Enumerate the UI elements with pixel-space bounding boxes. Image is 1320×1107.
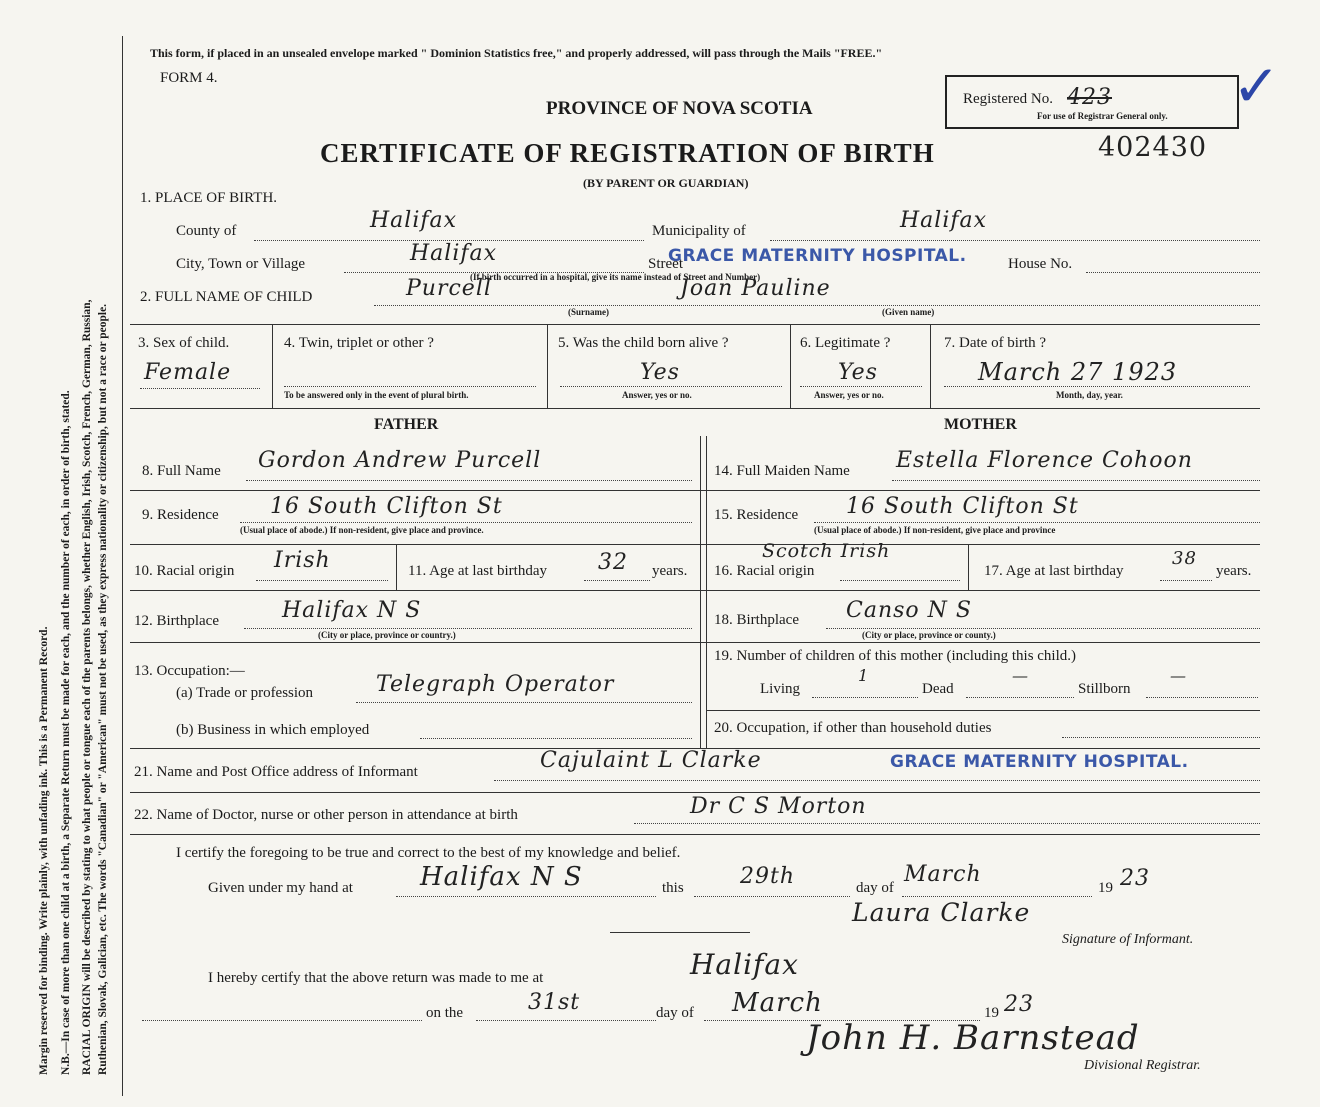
house-no-label: House No. bbox=[1008, 256, 1073, 272]
mother-occupation-label: 20. Occupation, if other than household duties bbox=[714, 720, 992, 736]
stillborn-label: Stillborn bbox=[1078, 681, 1131, 697]
father-name-label: 8. Full Name bbox=[142, 463, 221, 479]
living-value: 1 bbox=[858, 666, 870, 685]
dead-value: — bbox=[1012, 666, 1029, 685]
child-surname: Purcell bbox=[406, 276, 492, 301]
mother-name-label: 14. Full Maiden Name bbox=[714, 463, 850, 479]
municipality-value: Halifax bbox=[900, 208, 988, 233]
mother-age-value: 38 bbox=[1172, 548, 1197, 569]
twin-label: 4. Twin, triplet or other ? bbox=[284, 335, 434, 351]
mother-heading: MOTHER bbox=[944, 416, 1017, 433]
twin-note: To be answered only in the event of plural birth. bbox=[284, 390, 469, 400]
alive-value: Yes bbox=[640, 360, 680, 385]
registrar-general-box bbox=[945, 75, 1239, 129]
reg-no-value: 423 bbox=[1067, 85, 1112, 110]
child-name-label: 2. FULL NAME OF CHILD bbox=[140, 289, 313, 305]
father-residence-label: 9. Residence bbox=[142, 507, 219, 523]
certificate-subtitle: (BY PARENT OR GUARDIAN) bbox=[583, 176, 749, 190]
father-age-years: years. bbox=[652, 563, 688, 579]
given-place-value: Halifax N S bbox=[420, 862, 583, 892]
alive-label: 5. Was the child born alive ? bbox=[558, 335, 729, 351]
mother-age-label: 17. Age at last birthday bbox=[984, 563, 1124, 579]
mother-residence-note: (Usual place of abode.) If non-resident, give place and province bbox=[814, 525, 1056, 535]
doctor-label: 22. Name of Doctor, nurse or other person in attendance at birth bbox=[134, 807, 518, 823]
informant-signature-label: Signature of Informant. bbox=[1062, 932, 1194, 947]
margin-note: Margin reserved for binding. Write plainly, with unfading ink. This is a Permanent Record. bbox=[38, 626, 50, 1075]
given-year-prefix: 19 bbox=[1098, 880, 1113, 896]
racial-note-1: RACIAL ORIGIN will be described by stating to what people or tongue each of the parents belongs, whether English, Irish, Scotch, French, German, Russian, bbox=[81, 299, 93, 1075]
father-heading: FATHER bbox=[374, 416, 439, 433]
given-note: (Given name) bbox=[882, 307, 935, 317]
dead-label: Dead bbox=[922, 681, 954, 697]
mother-birthplace-note: (City or place, province or county.) bbox=[862, 630, 996, 640]
dob-value: March 27 1923 bbox=[978, 358, 1178, 386]
business-label: (b) Business in which employed bbox=[176, 722, 370, 738]
children-count-label: 19. Number of children of this mother (including this child.) bbox=[714, 648, 1077, 664]
dob-note: Month, day, year. bbox=[1056, 390, 1123, 400]
given-day-of-label: day of bbox=[856, 880, 894, 896]
surname-note: (Surname) bbox=[568, 307, 609, 317]
dob-label: 7. Date of birth ? bbox=[944, 335, 1047, 351]
father-residence-value: 16 South Clifton St bbox=[270, 494, 503, 519]
registrar-signature: John H. Barnstead bbox=[806, 1018, 1140, 1058]
living-label: Living bbox=[760, 681, 800, 697]
alive-note: Answer, yes or no. bbox=[622, 390, 692, 400]
registrar-day-of-label: day of bbox=[656, 1005, 694, 1021]
on-the-label: on the bbox=[426, 1005, 464, 1021]
trade-value: Telegraph Operator bbox=[376, 672, 615, 697]
given-under-label: Given under my hand at bbox=[208, 880, 353, 896]
sex-value: Female bbox=[144, 360, 232, 385]
mother-residence-label: 15. Residence bbox=[714, 507, 799, 523]
informant-value: Cajulaint L Clarke bbox=[540, 748, 762, 773]
check-mark: ✓ bbox=[1232, 52, 1281, 120]
city-value: Halifax bbox=[410, 241, 498, 266]
legitimate-note: Answer, yes or no. bbox=[814, 390, 884, 400]
mother-racial-label: 16. Racial origin bbox=[714, 563, 815, 579]
reg-no-label: Registered No. bbox=[963, 91, 1053, 107]
child-given-name: Joan Pauline bbox=[680, 276, 831, 301]
registrar-place-value: Halifax bbox=[690, 948, 799, 981]
father-age-value: 32 bbox=[598, 550, 628, 575]
father-residence-note: (Usual place of abode.) If non-resident, give place and province. bbox=[240, 525, 484, 535]
informant-stamp: GRACE MATERNITY HOSPITAL. bbox=[890, 752, 1189, 772]
racial-note-2: Ruthenian, Slovak, Galician, etc. The words "Canadian" or "American" must not be used, as they express nationality or citizenship, but not a race or people. bbox=[97, 303, 109, 1075]
form-number: FORM 4. bbox=[160, 70, 218, 86]
legitimate-label: 6. Legitimate ? bbox=[800, 335, 891, 351]
mother-name-value: Estella Florence Cohoon bbox=[896, 448, 1193, 473]
father-birthplace-label: 12. Birthplace bbox=[134, 613, 219, 629]
informant-label: 21. Name and Post Office address of Informant bbox=[134, 764, 418, 780]
father-name-value: Gordon Andrew Purcell bbox=[258, 448, 542, 473]
certify-text: I certify the foregoing to be true and correct to the best of my knowledge and belief. bbox=[176, 845, 681, 861]
given-year-value: 23 bbox=[1120, 866, 1150, 891]
county-value: Halifax bbox=[370, 208, 458, 233]
handwritten-number: 402430 bbox=[1098, 132, 1208, 163]
mail-note: This form, if placed in an unsealed envelope marked " Dominion Statistics free," and properly addressed, will pass through the Mails "FREE." bbox=[150, 46, 883, 60]
nb-note: N.B.—In case of more than one child at a birth, a Separate Return must be made for each, and the number of each, in order of birth, stated. bbox=[60, 390, 72, 1075]
informant-signature: Laura Clarke bbox=[852, 898, 1031, 927]
mother-racial-value: Scotch Irish bbox=[762, 540, 891, 562]
mother-birthplace-label: 18. Birthplace bbox=[714, 612, 799, 628]
reg-note: For use of Registrar General only. bbox=[1037, 111, 1168, 121]
place-of-birth-label: 1. PLACE OF BIRTH. bbox=[140, 190, 278, 206]
registrar-year-prefix: 19 bbox=[984, 1005, 999, 1021]
hospital-stamp: GRACE MATERNITY HOSPITAL. bbox=[668, 246, 967, 266]
sex-label: 3. Sex of child. bbox=[138, 335, 230, 351]
mother-age-years: years. bbox=[1216, 563, 1252, 579]
father-racial-value: Irish bbox=[274, 548, 331, 573]
trade-label: (a) Trade or profession bbox=[176, 685, 314, 701]
father-birthplace-note: (City or place, province or country.) bbox=[318, 630, 456, 640]
province-title: PROVINCE OF NOVA SCOTIA bbox=[546, 98, 813, 119]
registrar-month-value: March bbox=[732, 988, 823, 1018]
city-label: City, Town or Village bbox=[176, 256, 306, 272]
father-age-label: 11. Age at last birthday bbox=[408, 563, 547, 579]
mother-birthplace-value: Canso N S bbox=[846, 598, 972, 623]
street-note: (If birth occurred in a hospital, give its name instead of Street and Number) bbox=[470, 272, 761, 282]
doctor-value: Dr C S Morton bbox=[690, 794, 867, 819]
mother-residence-value: 16 South Clifton St bbox=[846, 494, 1079, 519]
registrar-text: I hereby certify that the above return was made to me at bbox=[208, 970, 544, 986]
registrar-year-value: 23 bbox=[1004, 992, 1034, 1017]
stillborn-value: — bbox=[1170, 666, 1187, 685]
certificate-title: CERTIFICATE OF REGISTRATION OF BIRTH bbox=[320, 138, 935, 168]
registrar-day-value: 31st bbox=[528, 990, 581, 1015]
given-month-value: March bbox=[904, 862, 982, 887]
municipality-label: Municipality of bbox=[652, 223, 746, 239]
father-birthplace-value: Halifax N S bbox=[282, 598, 422, 623]
registrar-signature-label: Divisional Registrar. bbox=[1084, 1058, 1201, 1073]
county-label: County of bbox=[176, 223, 237, 239]
given-day-value: 29th bbox=[740, 864, 796, 889]
father-occupation-label: 13. Occupation:— bbox=[134, 663, 245, 679]
legitimate-value: Yes bbox=[838, 360, 878, 385]
this-label: this bbox=[662, 880, 684, 896]
binding-margin-line bbox=[122, 36, 123, 1096]
street-label: Street bbox=[648, 256, 683, 272]
father-racial-label: 10. Racial origin bbox=[134, 563, 235, 579]
